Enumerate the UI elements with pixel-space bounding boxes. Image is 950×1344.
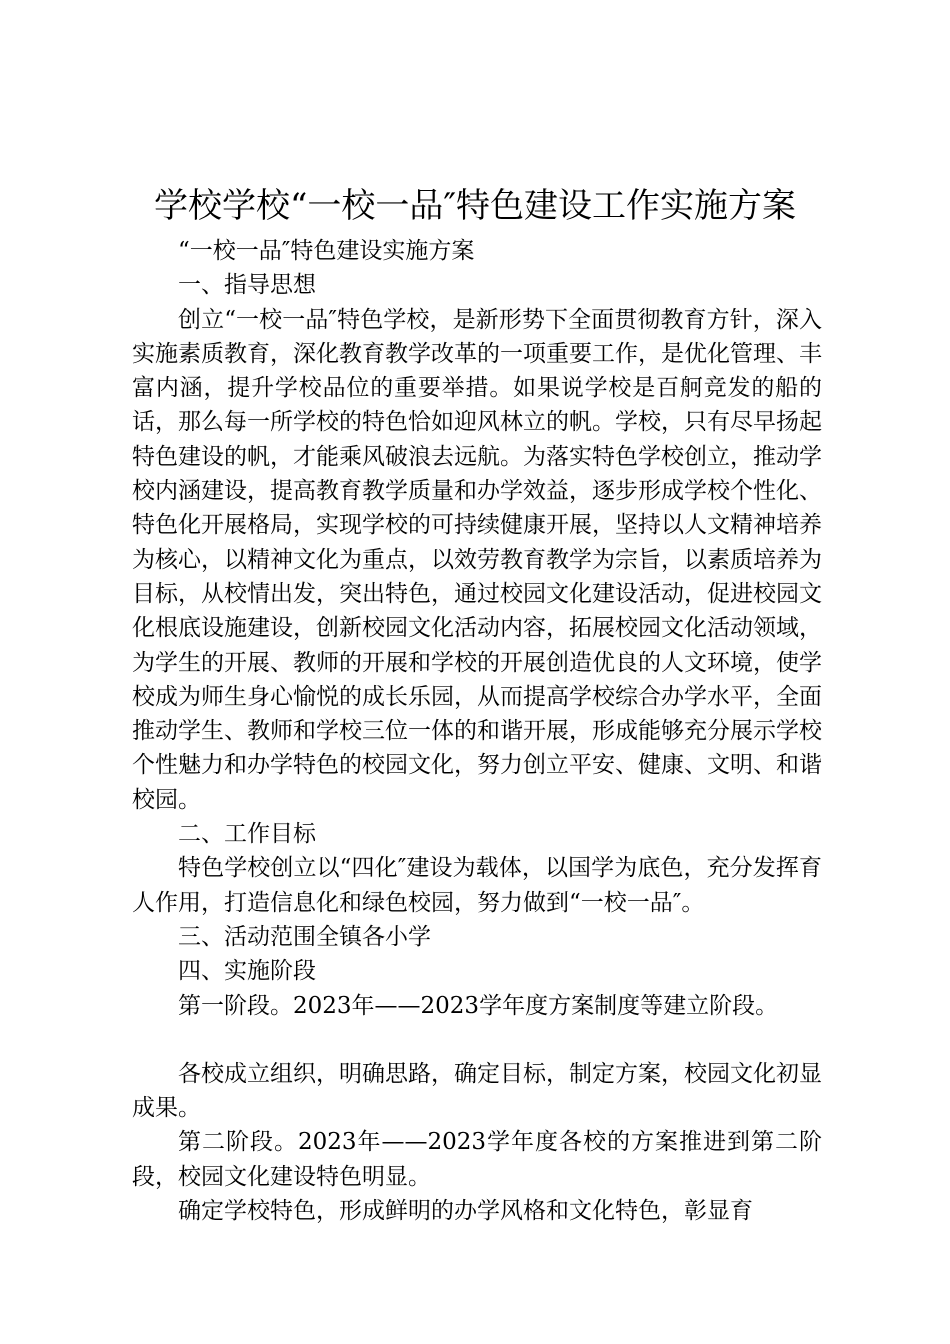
- paragraph-stage-two: 第二阶段。2023年——2023学年度各校的方案推进到第二阶段，校园文化建设特色明显。: [132, 1129, 822, 1190]
- paragraph-work-goals: 特色学校创立以“四化″建设为载体，以国学为底色，充分发挥育人作用，打造信息化和绿色校园，努力做到“一校一品″。: [132, 855, 822, 916]
- subtitle: “一校一品″特色建设实施方案: [178, 238, 475, 264]
- paragraph-stage-two-detail: 确定学校特色，形成鲜明的办学风格和文化特色，彰显育: [178, 1198, 753, 1225]
- document-body: [132, 234, 822, 1228]
- heading-work-goals: 二、工作目标: [178, 821, 316, 848]
- document-title: 学校学校“一校一品″特色建设工作实施方案: [153, 186, 797, 226]
- heading-guiding-ideology: 一、指导思想: [178, 272, 316, 299]
- heading-activity-scope: 三、活动范围全镇各小学: [178, 923, 431, 950]
- paragraph-guiding-ideology: 创立“一校一品″特色学校，是新形势下全面贯彻教育方针，深入实施素质教育，深化教育教学改革的一项重要工作，是优化管理、丰富内涵，提升学校品位的重要举措。如果说学校是百舸竞发的船的话，那么每一所学校的特色恰如迎风林立的帆。学校，只有尽早扬起特色建设的帆，才能乘风破浪去远航。为落实特色学校创立，推动学校内涵建设，提高教育教学质量和办学效益，逐步形成学校个性化、特色化开展格局，实现学校的可持续健康开展，坚持以人文精神培养为核心，以精神文化为重点，以效劳教育教学为宗旨，以素质培养为目标，从校情出发，突出特色，通过校园文化建设活动，促进校园文化根底设施建设，创新校园文化活动内容，拓展校园文化活动领域，为学生的开展、教师的开展和学校的开展创造优良的人文环境，使学校成为师生身心愉悦的成长乐园，从而提高学校综合办学水平，全面推动学生、教师和学校三位一体的和谐开展，形成能够充分展示学校个性魅力和办学特色的校园文化，努力创立平安、健康、文明、和谐校园。: [132, 306, 822, 813]
- paragraph-stage-one-detail: 各校成立组织，明确思路，确定目标，制定方案，校园文化初显成果。: [132, 1060, 822, 1122]
- heading-implementation-stages: 四、实施阶段: [178, 958, 316, 985]
- paragraph-stage-one: 第一阶段。2023年——2023学年度方案制度等建立阶段。: [178, 992, 779, 1019]
